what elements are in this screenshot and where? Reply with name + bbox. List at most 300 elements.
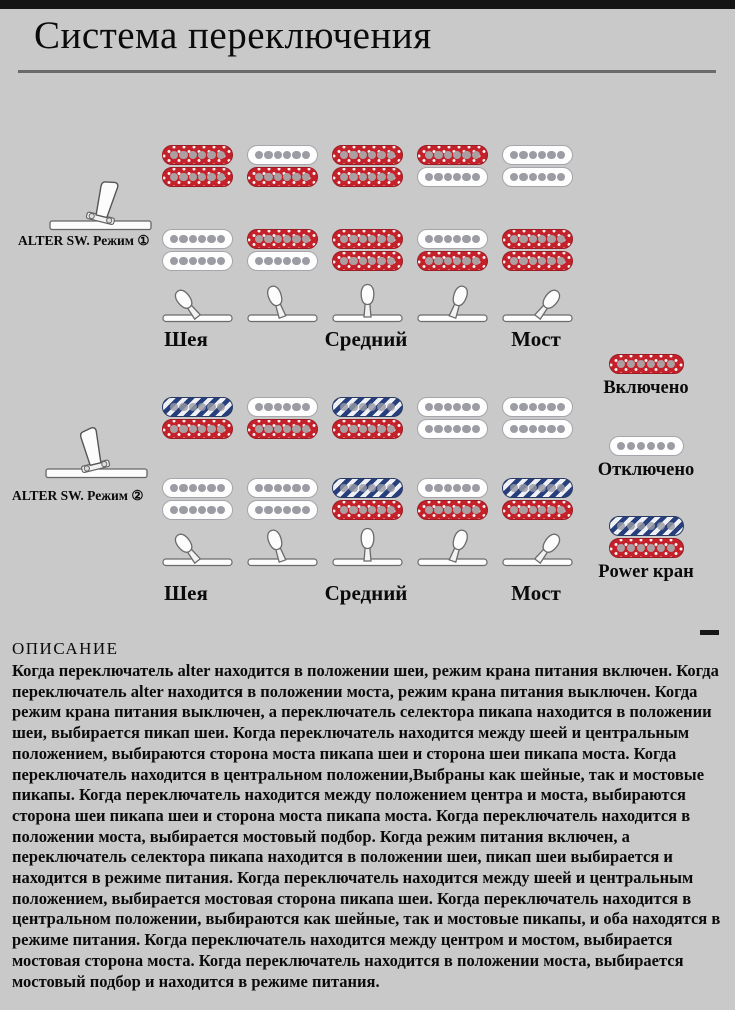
- position-label-bridge: Мост: [511, 327, 561, 351]
- pole-piece: [434, 425, 443, 434]
- legend-swatch-power-tap-coils: [586, 516, 706, 558]
- pole-piece: [207, 506, 216, 515]
- pole-piece: [547, 235, 556, 244]
- pole-piece: [283, 425, 292, 434]
- pole-piece: [217, 506, 226, 515]
- pole-piece: [368, 235, 377, 244]
- pole-piece: [283, 173, 292, 182]
- pickup-coil-off: [417, 229, 488, 249]
- legend-swatch-on-coil: [586, 354, 706, 374]
- pole-piece: [217, 403, 226, 412]
- pole-piece: [472, 257, 481, 266]
- pole-piece: [617, 442, 626, 451]
- pole-piece: [510, 235, 519, 244]
- pole-piece: [255, 257, 264, 266]
- pole-piece: [217, 173, 226, 182]
- pole-piece: [519, 173, 528, 182]
- pickup-coil-off: [609, 436, 684, 456]
- pole-piece: [359, 151, 368, 160]
- humbucker-pickup: [332, 145, 403, 187]
- position-label-neck: Шея: [164, 581, 208, 605]
- pole-piece: [462, 484, 471, 493]
- pole-piece: [434, 151, 443, 160]
- pole-piece: [377, 151, 386, 160]
- humbucker-pickup: [609, 516, 684, 558]
- pole-piece: [198, 173, 207, 182]
- pickup-coil-off: [247, 478, 318, 498]
- pole-piece: [627, 360, 636, 369]
- humbucker-pickup: [162, 145, 233, 187]
- pole-piece: [179, 425, 188, 434]
- humbucker-pickup: [162, 478, 233, 520]
- pole-piece: [274, 173, 283, 182]
- humbucker-pickup: [332, 229, 403, 271]
- pole-piece: [349, 484, 358, 493]
- pole-piece: [453, 403, 462, 412]
- pole-piece: [292, 151, 301, 160]
- humbucker-pickup: [162, 229, 233, 271]
- pole-piece: [547, 425, 556, 434]
- pickup-coil-off: [247, 251, 318, 271]
- pole-piece: [444, 506, 453, 515]
- pole-piece: [368, 484, 377, 493]
- pole-piece: [274, 425, 283, 434]
- pole-piece: [217, 425, 226, 434]
- selector-lever-icon: [502, 527, 573, 568]
- pole-piece: [425, 484, 434, 493]
- pole-piece: [444, 173, 453, 182]
- pole-piece: [519, 257, 528, 266]
- pole-piece: [519, 151, 528, 160]
- pole-piece: [274, 235, 283, 244]
- pole-piece: [538, 173, 547, 182]
- pole-piece: [462, 506, 471, 515]
- pole-piece: [529, 257, 538, 266]
- pole-piece: [538, 403, 547, 412]
- pole-piece: [340, 173, 349, 182]
- legend-swatch-off-coil: [586, 436, 706, 456]
- pole-piece: [510, 403, 519, 412]
- pole-piece: [170, 425, 179, 434]
- pole-piece: [198, 425, 207, 434]
- pole-piece: [359, 257, 368, 266]
- pole-piece: [264, 403, 273, 412]
- pole-piece: [510, 151, 519, 160]
- pole-piece: [538, 257, 547, 266]
- pole-piece: [274, 257, 283, 266]
- pole-piece: [547, 173, 556, 182]
- position-label-middle: Средний: [324, 581, 408, 605]
- legend-label-on: Включено: [603, 378, 689, 398]
- pole-piece: [444, 484, 453, 493]
- humbucker-pickup: [247, 145, 318, 187]
- selector-lever-icon: [417, 527, 488, 568]
- pole-piece: [434, 235, 443, 244]
- pole-piece: [359, 484, 368, 493]
- pole-piece: [207, 257, 216, 266]
- pole-piece: [359, 173, 368, 182]
- pole-piece: [292, 173, 301, 182]
- pickup-coil-on: [332, 229, 403, 249]
- pole-piece: [529, 484, 538, 493]
- pickup-coil-off: [502, 397, 573, 417]
- pole-piece: [647, 442, 656, 451]
- pole-piece: [189, 484, 198, 493]
- pole-piece: [547, 151, 556, 160]
- pole-piece: [627, 522, 636, 531]
- pole-piece: [510, 257, 519, 266]
- pole-piece: [170, 403, 179, 412]
- legend-item-on: [586, 354, 706, 399]
- pole-piece: [368, 173, 377, 182]
- mode2-position-labels: [0, 581, 735, 605]
- pole-piece: [557, 151, 566, 160]
- pickup-coil-on: [417, 145, 488, 165]
- pole-piece: [547, 506, 556, 515]
- selector-lever-icon: [332, 283, 403, 324]
- pickup-coil-on: [162, 419, 233, 439]
- pole-piece: [292, 257, 301, 266]
- humbucker-pickup: [502, 478, 573, 520]
- pole-piece: [538, 506, 547, 515]
- pickup-coil-off: [417, 419, 488, 439]
- pole-piece: [387, 235, 396, 244]
- pole-piece: [425, 235, 434, 244]
- pole-piece: [198, 506, 207, 515]
- pole-piece: [255, 484, 264, 493]
- pickup-coil-on: [332, 251, 403, 271]
- pole-piece: [547, 403, 556, 412]
- pole-piece: [529, 425, 538, 434]
- pole-piece: [444, 403, 453, 412]
- pole-piece: [198, 403, 207, 412]
- pole-piece: [529, 235, 538, 244]
- pole-piece: [189, 425, 198, 434]
- pole-piece: [667, 522, 676, 531]
- pickup-coil-on: [162, 167, 233, 187]
- selector-lever-icon: [247, 527, 318, 568]
- pickup-coil-off: [417, 478, 488, 498]
- pole-piece: [274, 506, 283, 515]
- pole-piece: [510, 484, 519, 493]
- pickup-coil-on: [502, 229, 573, 249]
- pole-piece: [637, 360, 646, 369]
- pole-piece: [217, 235, 226, 244]
- pole-piece: [462, 151, 471, 160]
- pole-piece: [519, 484, 528, 493]
- pickup-coil-on: [247, 167, 318, 187]
- pole-piece: [302, 173, 311, 182]
- pole-piece: [510, 425, 519, 434]
- pole-piece: [340, 403, 349, 412]
- pole-piece: [359, 403, 368, 412]
- pole-piece: [425, 506, 434, 515]
- pole-piece: [368, 506, 377, 515]
- humbucker-pickup: [162, 397, 233, 439]
- pole-piece: [377, 173, 386, 182]
- selector-lever-icon: [417, 283, 488, 324]
- pole-piece: [292, 506, 301, 515]
- pole-piece: [377, 484, 386, 493]
- pole-piece: [207, 484, 216, 493]
- pole-piece: [453, 257, 462, 266]
- humbucker-pickup: [609, 436, 684, 456]
- pole-piece: [462, 235, 471, 244]
- pole-piece: [198, 257, 207, 266]
- selector-lever-icon: [502, 283, 573, 324]
- pole-piece: [425, 425, 434, 434]
- pole-piece: [627, 442, 636, 451]
- pickup-coil-off: [502, 167, 573, 187]
- pole-piece: [170, 151, 179, 160]
- pole-piece: [349, 235, 358, 244]
- page-title: Система переключения: [34, 14, 432, 57]
- pole-piece: [510, 506, 519, 515]
- mode2-neck-pickup-row: [162, 397, 573, 439]
- pole-piece: [283, 257, 292, 266]
- pole-piece: [189, 151, 198, 160]
- pole-piece: [349, 151, 358, 160]
- pole-piece: [434, 173, 443, 182]
- humbucker-pickup: [247, 478, 318, 520]
- pole-piece: [302, 257, 311, 266]
- humbucker-pickup: [417, 145, 488, 187]
- pole-piece: [340, 151, 349, 160]
- pole-piece: [637, 522, 646, 531]
- pole-piece: [637, 442, 646, 451]
- pole-piece: [302, 235, 311, 244]
- pole-piece: [657, 544, 666, 553]
- pole-piece: [387, 403, 396, 412]
- pole-piece: [387, 425, 396, 434]
- pole-piece: [538, 235, 547, 244]
- mode2-selector-lever-row: [162, 527, 573, 568]
- pickup-coil-off: [417, 397, 488, 417]
- pole-piece: [189, 173, 198, 182]
- pole-piece: [657, 360, 666, 369]
- pole-piece: [557, 506, 566, 515]
- pole-piece: [557, 235, 566, 244]
- mode2-bridge-pickup-row: [162, 478, 573, 520]
- humbucker-pickup: [502, 145, 573, 187]
- pole-piece: [359, 506, 368, 515]
- pole-piece: [617, 544, 626, 553]
- pole-piece: [519, 506, 528, 515]
- pole-piece: [359, 425, 368, 434]
- pole-piece: [529, 403, 538, 412]
- pole-piece: [340, 506, 349, 515]
- pole-piece: [207, 151, 216, 160]
- pole-piece: [189, 403, 198, 412]
- pickup-coil-off: [247, 145, 318, 165]
- pole-piece: [377, 235, 386, 244]
- pole-piece: [529, 151, 538, 160]
- page-top-edge: [0, 0, 735, 9]
- pole-piece: [283, 506, 292, 515]
- pickup-coil-on: [332, 167, 403, 187]
- pole-piece: [462, 173, 471, 182]
- pole-piece: [667, 544, 676, 553]
- pole-piece: [387, 173, 396, 182]
- pole-piece: [340, 484, 349, 493]
- pickup-coil-tap: [332, 397, 403, 417]
- pole-piece: [189, 257, 198, 266]
- pole-piece: [377, 257, 386, 266]
- pole-piece: [453, 173, 462, 182]
- pole-piece: [340, 257, 349, 266]
- pole-piece: [179, 173, 188, 182]
- pickup-coil-on: [332, 145, 403, 165]
- pole-piece: [368, 151, 377, 160]
- pickup-coil-tap: [502, 478, 573, 498]
- pole-piece: [283, 484, 292, 493]
- pole-piece: [274, 403, 283, 412]
- pole-piece: [264, 425, 273, 434]
- selector-lever-icon: [332, 527, 403, 568]
- pole-piece: [462, 403, 471, 412]
- humbucker-pickup: [332, 478, 403, 520]
- pole-piece: [377, 425, 386, 434]
- pickup-coil-off: [162, 229, 233, 249]
- pole-piece: [217, 151, 226, 160]
- pole-piece: [349, 173, 358, 182]
- pole-piece: [472, 425, 481, 434]
- pole-piece: [274, 484, 283, 493]
- pole-piece: [349, 506, 358, 515]
- pole-piece: [425, 151, 434, 160]
- pole-piece: [302, 151, 311, 160]
- pole-piece: [179, 484, 188, 493]
- pole-piece: [434, 484, 443, 493]
- pickup-coil-off: [162, 500, 233, 520]
- humbucker-pickup: [502, 229, 573, 271]
- alter-mode-2-label: ALTER SW. Режим ②: [12, 488, 144, 503]
- pole-piece: [292, 425, 301, 434]
- legend-label-power-tap: Power кран: [598, 562, 694, 582]
- pickup-coil-on: [417, 251, 488, 271]
- pole-piece: [302, 425, 311, 434]
- pole-piece: [444, 425, 453, 434]
- pole-piece: [255, 425, 264, 434]
- pole-piece: [538, 151, 547, 160]
- pole-piece: [510, 173, 519, 182]
- pole-piece: [538, 425, 547, 434]
- pole-piece: [617, 360, 626, 369]
- pickup-coil-off: [162, 478, 233, 498]
- pole-piece: [189, 506, 198, 515]
- pole-piece: [519, 425, 528, 434]
- humbucker-pickup: [502, 397, 573, 439]
- pole-piece: [462, 257, 471, 266]
- pole-piece: [274, 151, 283, 160]
- pole-piece: [359, 235, 368, 244]
- pole-piece: [444, 257, 453, 266]
- pickup-coil-off: [502, 145, 573, 165]
- pole-piece: [557, 173, 566, 182]
- pole-piece: [425, 403, 434, 412]
- title-divider: [18, 70, 716, 73]
- pole-piece: [179, 235, 188, 244]
- pickup-coil-on: [247, 419, 318, 439]
- pole-piece: [189, 235, 198, 244]
- pole-piece: [667, 360, 676, 369]
- pole-piece: [264, 257, 273, 266]
- pole-piece: [472, 506, 481, 515]
- pole-piece: [283, 235, 292, 244]
- pole-piece: [292, 235, 301, 244]
- selector-lever-icon: [162, 527, 233, 568]
- pole-piece: [368, 257, 377, 266]
- pole-piece: [377, 403, 386, 412]
- pole-piece: [657, 442, 666, 451]
- pickup-coil-off: [247, 500, 318, 520]
- pole-piece: [207, 235, 216, 244]
- pole-piece: [198, 484, 207, 493]
- selector-lever-icon: [162, 283, 233, 324]
- pole-piece: [453, 484, 462, 493]
- pole-piece: [170, 257, 179, 266]
- pole-piece: [529, 506, 538, 515]
- pole-piece: [444, 235, 453, 244]
- pole-piece: [425, 173, 434, 182]
- pole-piece: [617, 522, 626, 531]
- pole-piece: [255, 173, 264, 182]
- humbucker-pickup: [609, 354, 684, 374]
- pole-piece: [283, 151, 292, 160]
- pole-piece: [434, 257, 443, 266]
- pole-piece: [302, 403, 311, 412]
- mode1-position-labels: [0, 327, 735, 351]
- humbucker-pickup: [332, 397, 403, 439]
- pole-piece: [387, 151, 396, 160]
- pole-piece: [472, 484, 481, 493]
- pole-piece: [292, 403, 301, 412]
- pole-piece: [557, 484, 566, 493]
- description-text: Когда переключатель alter находится в положении шеи, режим крана питания включен. Когда переключатель alter находится в положении моста, режим крана питания выключен. Когда режим крана питания выключен, а переключатель селектора пикапа находится в положении шеи, выбирается пикап шеи. Когда переключатель находится между шеей и центральным положением, выбираются сторона моста пикапа шеи и сторона шеи пикапа моста. Когда переключатель находится в центральном положении,Выбраны как шейные, так и мостовые пикапы. Когда переключатель находится между положением центра и моста, выбираются сторона шеи пикапа шеи и сторона моста пикапа моста. Когда переключатель находится в положении моста, выбирается мостовый подбор. Когда режим питания включен, а переключатель селектора пикапа находится в положении шеи, пикап шеи выбирается и находится в режиме питания. Когда переключатель находится между шеей и центральным положением, выбирается мостовая сторона пикапа шеи. Когда переключатель находится в центральном положении, выбираются как шейные, так и мостовые пикапы, и оба находятся в режиме питания. Когда переключатель находится между центром и мостом, выбирается мостовая сторона моста. Когда переключатель находится в положении моста, выбирается мостовый подбор и находится в режиме питания.: [12, 661, 721, 991]
- pickup-coil-tap: [162, 397, 233, 417]
- pole-piece: [179, 403, 188, 412]
- pole-piece: [557, 425, 566, 434]
- pole-piece: [519, 403, 528, 412]
- mode1-selector-lever-row: [162, 283, 573, 324]
- pole-piece: [207, 425, 216, 434]
- pole-piece: [368, 403, 377, 412]
- pole-piece: [667, 442, 676, 451]
- pole-piece: [647, 360, 656, 369]
- pole-piece: [198, 235, 207, 244]
- pole-piece: [557, 257, 566, 266]
- pole-piece: [179, 506, 188, 515]
- pickup-coil-off: [247, 397, 318, 417]
- selector-lever-icon: [247, 283, 318, 324]
- pole-piece: [444, 151, 453, 160]
- pole-piece: [453, 425, 462, 434]
- pole-piece: [349, 403, 358, 412]
- humbucker-pickup: [417, 478, 488, 520]
- mode1-neck-pickup-row: [162, 145, 573, 187]
- pole-piece: [368, 425, 377, 434]
- pickup-coil-tap: [609, 516, 684, 536]
- pole-piece: [255, 403, 264, 412]
- pole-piece: [217, 484, 226, 493]
- pickup-coil-on: [162, 145, 233, 165]
- position-label-middle: Средний: [324, 327, 408, 351]
- pickup-coil-on: [332, 419, 403, 439]
- pole-piece: [472, 173, 481, 182]
- humbucker-pickup: [417, 229, 488, 271]
- pole-piece: [472, 151, 481, 160]
- description-heading: ОПИСАНИЕ: [12, 639, 119, 658]
